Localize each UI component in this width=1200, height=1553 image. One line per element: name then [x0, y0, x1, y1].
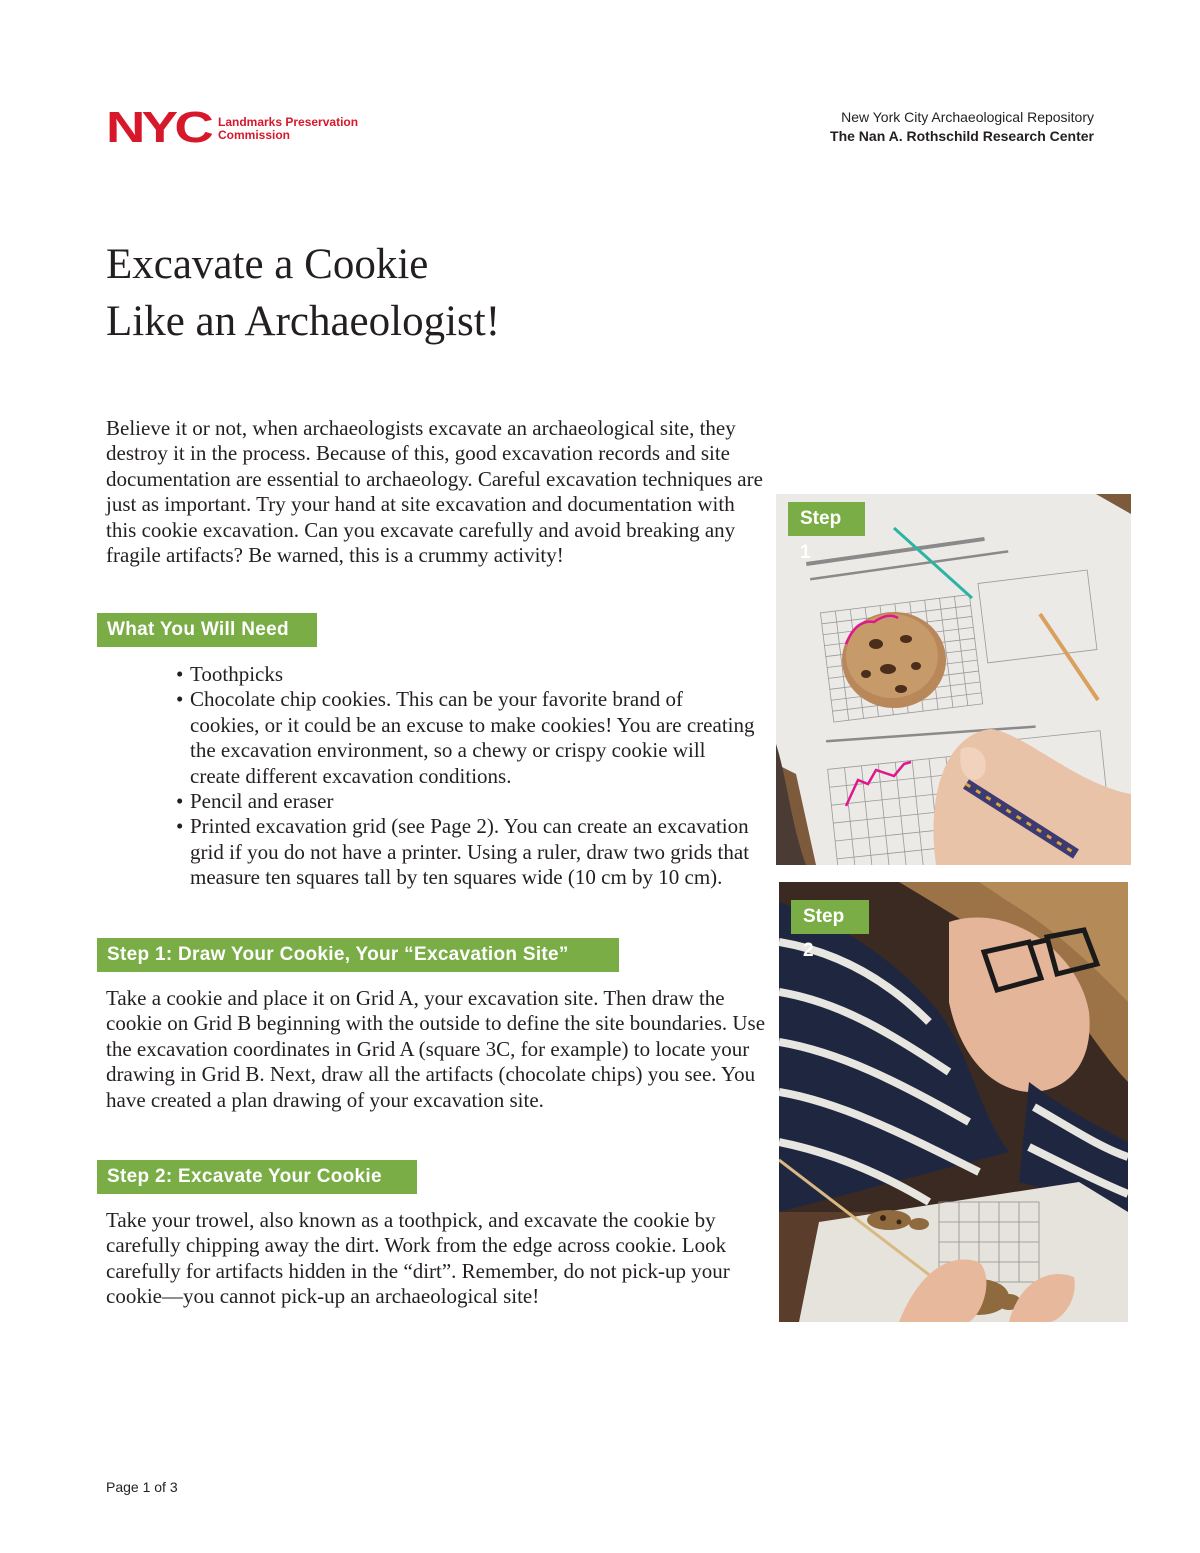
cookie-on-grid-image — [776, 494, 1131, 865]
repository-name: New York City Archaeological Repository — [841, 109, 1094, 125]
logo-line-1: Landmarks Preservation — [218, 115, 359, 129]
step2-paragraph: Take your trowel, also known as a toothpick, and excavate the cookie by carefully chipping away the dirt. Work from the edge across cookie. Look carefully for artifacts hidden in the “dirt”. Remember, do not pick-up your cookie—you cannot pick-up an archaeological site! — [106, 1208, 730, 1309]
logo-wordmark: NYC — [106, 104, 213, 148]
title-line-2: Like an Archaeologist! — [106, 298, 501, 345]
nyc-logo-icon — [106, 104, 214, 148]
step2-photo — [779, 882, 1128, 1322]
research-center-name: The Nan A. Rothschild Research Center — [830, 128, 1094, 144]
step2-section-header: Step 2: Excavate Your Cookie — [97, 1160, 417, 1194]
intro-paragraph: Believe it or not, when archaeologists excavate an archaeological site, they destroy it in the process. Because of this, good excavation records and site documentation are essential to archaeology. Careful excavation techniques are just as important. Try your hand at site excavation and documentation with this cookie excavation. Can you excavate carefully and avoid breaking any fragile artifacts? Be warned, this is a crummy activity! — [106, 416, 763, 568]
step1-photo — [776, 494, 1131, 865]
list-item: • Pencil and eraser — [176, 789, 756, 814]
step2-photo-label: Step 2 — [791, 900, 869, 934]
organization-header — [830, 108, 1094, 146]
step1-section-header: Step 1: Draw Your Cookie, Your “Excavation Site” — [97, 938, 619, 972]
need-section-header: What You Will Need — [97, 613, 317, 647]
step1-paragraph: Take a cookie and place it on Grid A, your excavation site. Then draw the cookie on Grid B beginning with the outside to define the site boundaries. Use the excavation coordinates in Grid A (square 3C, for example) to locate your drawing in Grid B. Next, draw all the artifacts (chocolate chips) you see. You have created a plan drawing of your excavation site. — [106, 986, 766, 1112]
list-item: • Toothpicks — [176, 662, 756, 687]
list-item: • Printed excavation grid (see Page 2). You can create an excavation grid if you do not have a printer. Using a ruler, draw two grids that measure ten squares tall by ten squares wide (10 cm by 10 cm). — [176, 814, 756, 890]
need-list — [176, 662, 756, 891]
nyc-lpc-logo — [106, 104, 366, 154]
page-title — [106, 236, 500, 350]
logo-line-2: Commission — [218, 128, 291, 142]
list-item: • Chocolate chip cookies. This can be your favorite brand of cookies, or it could be an excuse to make cookies! You are creating the excavation environment, so a chewy or crispy cookie will create different excavation conditions. — [176, 687, 756, 789]
title-line-1: Excavate a Cookie — [106, 241, 429, 288]
logo-text — [218, 116, 358, 142]
page-number: Page 1 of 3 — [106, 1479, 178, 1495]
step1-photo-label: Step 1 — [788, 502, 865, 536]
excavation-in-progress-image — [779, 882, 1128, 1322]
